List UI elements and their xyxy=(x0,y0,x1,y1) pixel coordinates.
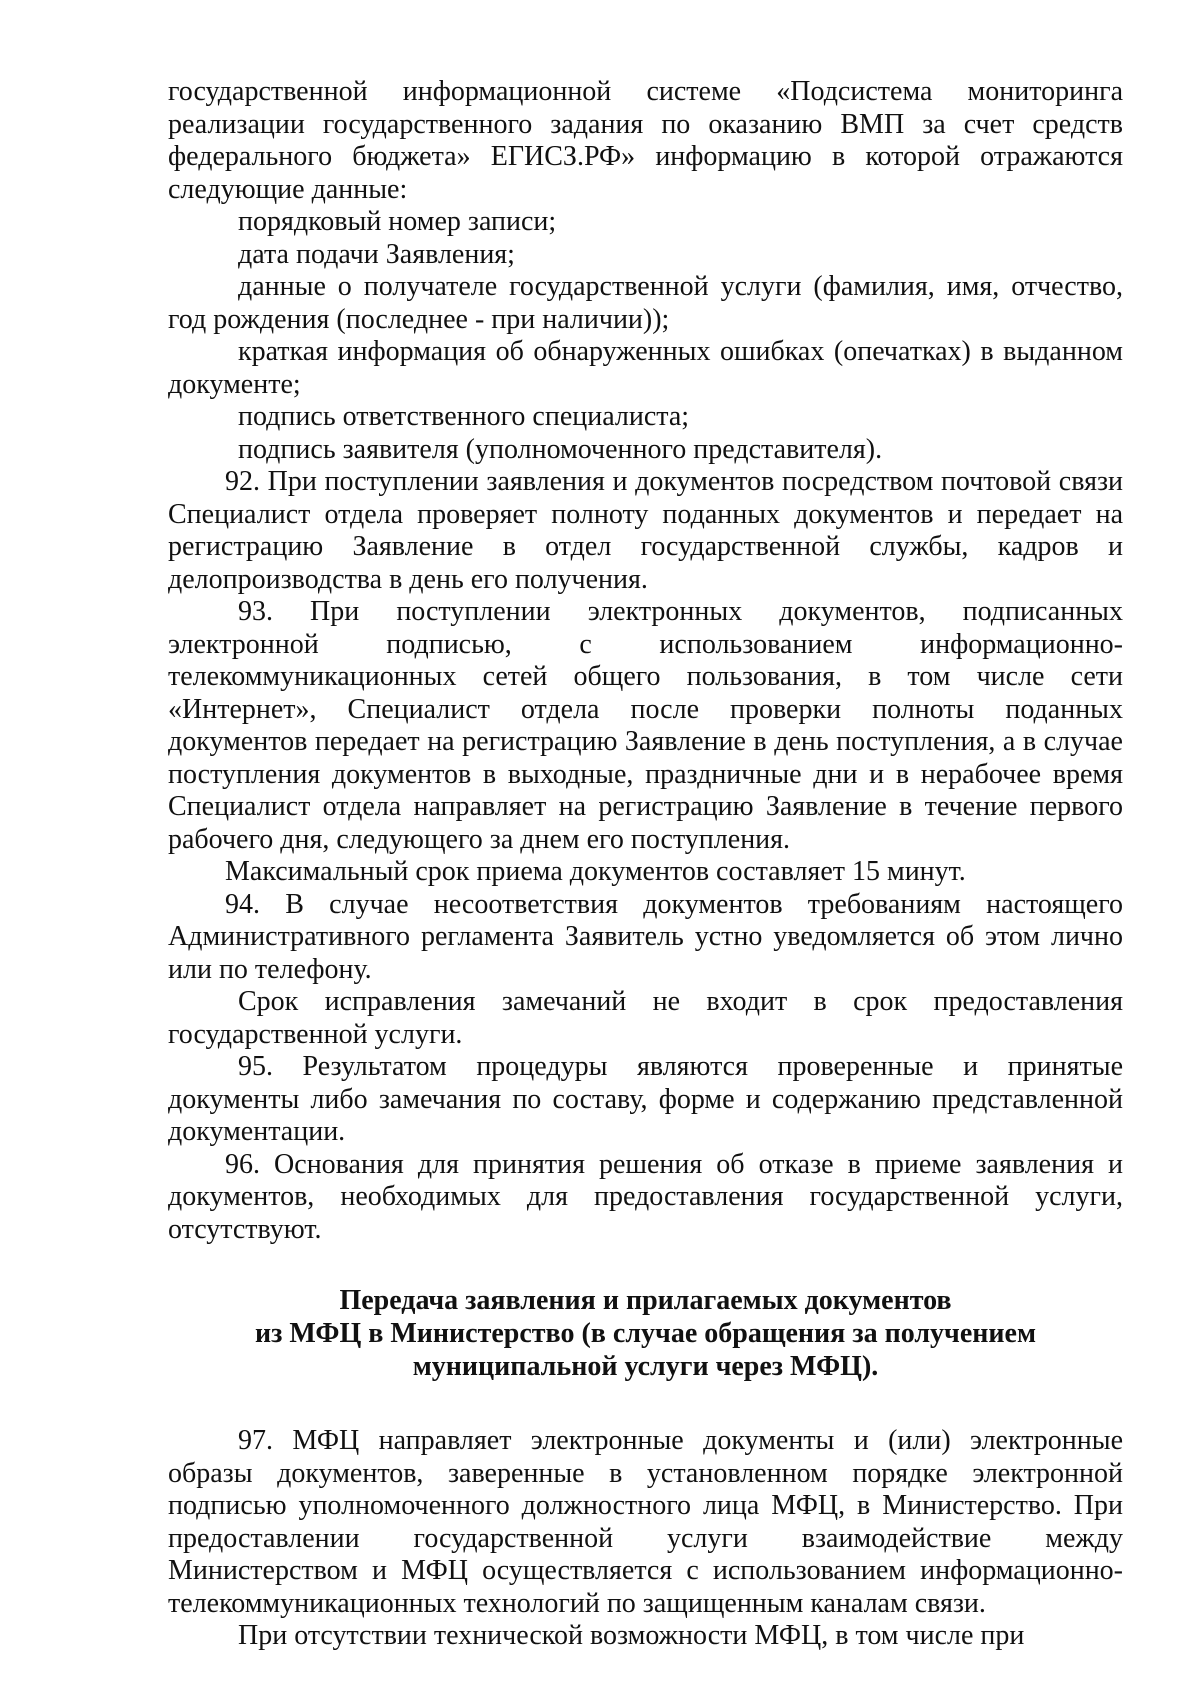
list-item: дата подачи Заявления; xyxy=(238,238,515,270)
paragraph-93: 93. При поступлении электронных документов, подписанных электронной подписью, с использованием информационно-телекоммуникационных сетей общего пользования, в том числе сети «Интернет», Специалист отдела после проверки полноты поданных документов передает на регистрацию Заявление в день поступления, а в случае поступления документов в выходные, праздничные дни и в нерабочее время Специалист отдела направляет на регистрацию Заявление в течение первого рабочего дня, следующего за днем его поступления. xyxy=(168,596,1123,855)
paragraph-94: 94. В случае несоответствия документов требованиям настоящего Административного регламента Заявитель устно уведомляется об этом лично или по телефону. xyxy=(168,888,1123,985)
list-item: подпись ответственного специалиста; xyxy=(238,401,690,432)
list-item: порядковый номер записи; xyxy=(238,206,557,237)
max-time-paragraph: Максимальный срок приема документов составляет 15 минут. xyxy=(225,856,966,887)
paragraph-92: 92. При поступлении заявления и документов посредством почтовой связи Специалист отдела проверяет полноту поданных документов и передает на регистрацию Заявление в отдел государственной службы, кадров и делопроизводства в день его получения. xyxy=(168,466,1123,595)
paragraph-97: 97. МФЦ направляет электронные документы и (или) электронные образы документов, заверенные в установленном порядке электронной подписью уполномоченного должностного лица МФЦ, в Министерство. При предоставлении государственной услуги взаимодействие между Министерством и МФЦ осуществляется с использованием информационно-телекоммуникационных технологий по защищенным каналам связи. xyxy=(168,1425,1123,1619)
document-body xyxy=(168,76,1123,1653)
list-item: краткая информация об обнаруженных ошибках (опечатках) в выданном документе; xyxy=(168,336,1123,400)
list-item: подпись заявителя (уполномоченного представителя). xyxy=(238,433,883,465)
heading-line: муниципальной услуги через МФЦ). xyxy=(412,1351,879,1382)
section-heading xyxy=(168,1284,1123,1383)
paragraph-95: 95. Результатом процедуры являются проверенные и принятые документы либо замечания по составу, форме и содержанию представленной документации. xyxy=(168,1051,1123,1147)
intro-paragraph: государственной информационной системе «Подсистема мониторинга реализации государственного задания по оказанию ВМП за счет средств федерального бюджета» ЕГИСЗ.РФ» информацию в которой отражаются следующие данные: xyxy=(168,76,1123,205)
paragraph-continuation: При отсутствии технической возможности МФЦ, в том числе при xyxy=(238,1620,1025,1651)
heading-line: из МФЦ в Министерство (в случае обращения за получением xyxy=(254,1318,1037,1349)
list-item: данные о получателе государственной услуги (фамилия, имя, отчество, год рождения (последнее - при наличии)); xyxy=(168,271,1123,335)
correction-term-paragraph: Срок исправления замечаний не входит в срок предоставления государственной услуги. xyxy=(168,986,1123,1050)
paragraph-96: 96. Основания для принятия решения об отказе в приеме заявления и документов, необходимых для предоставления государственной услуги, отсутствуют. xyxy=(168,1148,1123,1245)
heading-line: Передача заявления и прилагаемых документов xyxy=(339,1285,952,1316)
